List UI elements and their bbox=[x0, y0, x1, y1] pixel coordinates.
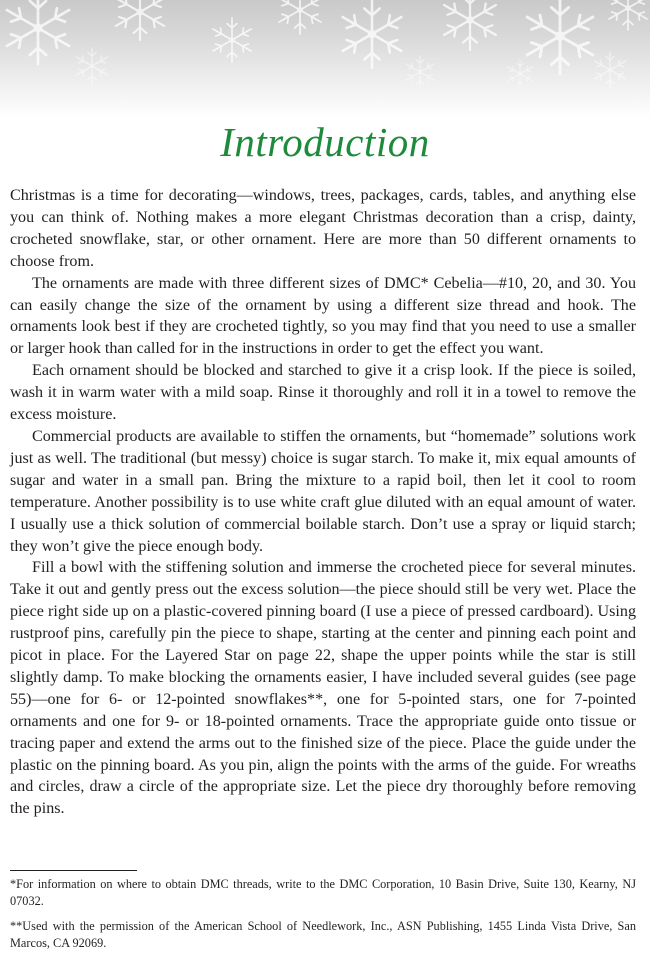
snowflake-icon bbox=[76, 48, 107, 84]
paragraph: Commercial products are available to stiffen the ornaments, but “homemade” solutions work just as well. The traditional (but messy) choice is sugar starch. To make it, mix equal amounts of sugar and water in a small pan. Bring the mixture to a rapid boil, then let it cool to room temperature. Another possibility is to use white craft glue diluted with an equal amount of water. I usually use a thick solution of commercial boilable starch. Don’t use a spray or liquid starch; they won’t give the piece enough body. bbox=[10, 427, 636, 555]
snowflake-icon bbox=[508, 60, 532, 88]
footnote: *For information on where to obtain DMC threads, write to the DMC Corporation, 10 Basin Drive, Suite 130, Kearny, NJ 07032. bbox=[10, 877, 636, 908]
snowflake-icon bbox=[7, 0, 69, 64]
snowflake-icon bbox=[343, 0, 402, 68]
snowflake-icon bbox=[594, 52, 625, 88]
footnotes bbox=[10, 876, 636, 960]
snowflake-icon bbox=[279, 0, 321, 34]
snowflake-icon bbox=[609, 0, 647, 30]
snowflake-icon bbox=[116, 0, 164, 40]
footnote-divider bbox=[10, 870, 137, 871]
snowflake-icon bbox=[527, 0, 593, 74]
body-text bbox=[10, 185, 636, 820]
snowflake-icon bbox=[444, 0, 496, 50]
snowflake-pattern bbox=[0, 0, 650, 118]
paragraph: The ornaments are made with three different sizes of DMC* Cebelia—#10, 20, and 30. You can easily change the size of the ornament by using a different size thread and hook. The ornaments look best if they are crocheted tightly, so you may find that you need to use a smaller or larger hook than called for in the instructions in order to get the effect you want. bbox=[10, 274, 636, 358]
snowflake-icon bbox=[406, 56, 434, 88]
snowflake-icon bbox=[213, 18, 251, 62]
page-title: Introduction bbox=[220, 119, 430, 165]
snowflake-header-banner bbox=[0, 0, 650, 118]
paragraph: Each ornament should be blocked and starched to give it a crisp look. If the piece is soiled, wash it in warm water with a mild soap. Rinse it thoroughly and roll it in a towel to remove the excess moisture. bbox=[10, 362, 636, 424]
footnote: **Used with the permission of the American School of Needlework, Inc., ASN Publishing, 1455 Linda Vista Drive, San Marcos, CA 92069. bbox=[10, 919, 636, 950]
paragraph: Christmas is a time for decorating—windows, trees, packages, cards, tables, and anything else you can think of. Nothing makes a more elegant Christmas decoration than a crisp, dainty, crocheted snowflake, star, or other ornament. Here are more than 50 different ornaments to choose from. bbox=[10, 187, 636, 270]
paragraph: Fill a bowl with the stiffening solution and immerse the crocheted piece for several minutes. Take it out and gently press out the excess solution—the piece should still be very wet. Place the piece right side up on a plastic-covered pinning board (I use a piece of pressed cardboard). Using rustproof pins, carefully pin the piece to shape, starting at the center and pinning each point and picot in place. For the Layered Star on page 22, shape the upper points while the star is still slightly damp. To make blocking the ornaments easier, I have included several guides (see page 55)—one for 6- or 12-pointed snowflakes**, one for 5-pointed stars, one for 7-pointed ornaments and one for 9- or 18-pointed ornaments. Trace the appropriate guide onto tissue or tracing paper and extend the arms out to the finished size of the piece. Place the guide under the plastic on the pinning board. As you pin, align the points with the arms of the guide. For wreaths and circles, draw a circle of the appropriate size. Let the piece dry thoroughly before removing the pins. bbox=[10, 559, 636, 818]
